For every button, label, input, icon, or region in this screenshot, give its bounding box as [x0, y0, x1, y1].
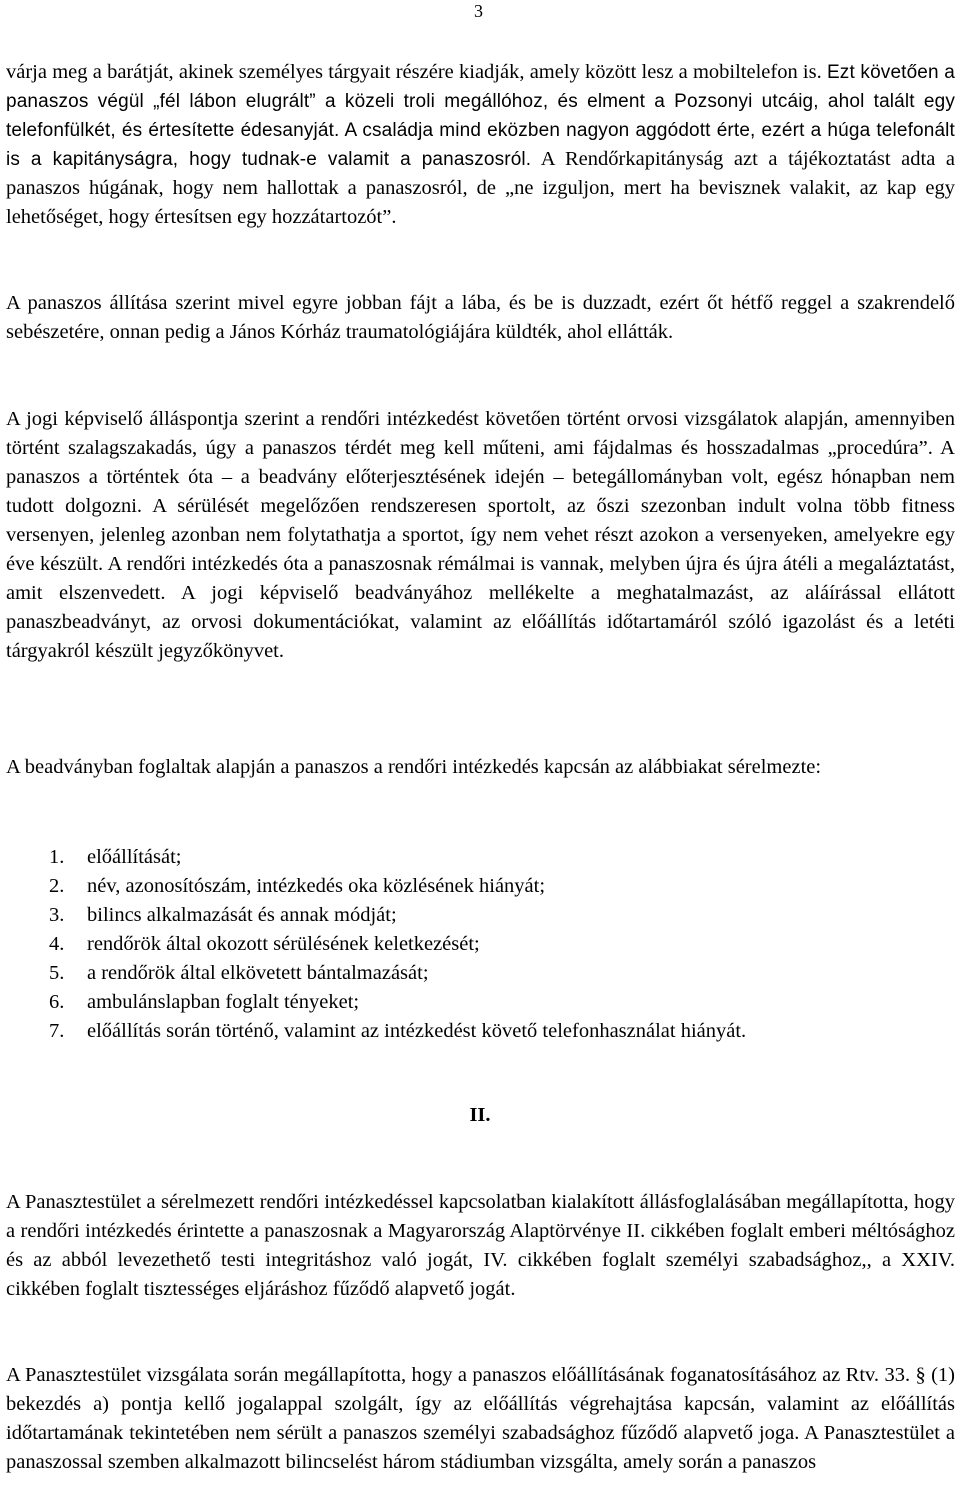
list-item-number: 1. [49, 846, 65, 868]
section-heading: II. [469, 1104, 491, 1126]
paragraph-panel-findings: A Panasztestület a sérelmezett rendőri intézkedéssel kapcsolatban kialakított állásfoglalásában megállapította, hogy a rendőri intézkedés érintette a panaszosnak a Magyarország Alaptörvénye II. cikkében foglalt emberi méltósághoz és az abból levezethető testi integritáshoz való jogát, IV. cikkében foglalt személyi szabadsághoz,, a XXIV. cikkében foglalt tisztességes eljáráshoz fűződő alapvető jogát. [6, 1191, 955, 1300]
list-item [0, 901, 960, 930]
list-item [0, 1017, 960, 1046]
list-item-text: név, azonosítószám, intézkedés oka közlésének hiányát; [87, 875, 546, 897]
list-item-text: a rendőrök által elkövetett bántalmazását; [87, 962, 429, 984]
paragraph-arrest-aftermath [6, 58, 955, 232]
list-item-number: 6. [49, 991, 65, 1013]
list-item-number: 4. [49, 933, 65, 955]
paragraph-text: várja meg a barátját, akinek személyes tárgyait részére kiadják, amely között lesz a mobiltelefon is. [6, 61, 822, 83]
paragraph-text: A Rendőrkapitányság azt a tájékoztatást adta a panaszos húgának, hogy nem hallottak a panaszosról, de „ne izguljon, mert ha bevisznek valakit, az kap egy lehetőséget, hogy értesítsen egy hozzátartozót”. [6, 148, 955, 228]
list-item [0, 959, 960, 988]
list-item-text: előállítását; [87, 846, 182, 868]
list-item [0, 872, 960, 901]
list-item-number: 2. [49, 875, 65, 897]
list-item-text: rendőrök által okozott sérülésének keletkezését; [87, 933, 480, 955]
paragraph-legal-representative: A jogi képviselő álláspontja szerint a rendőri intézkedést követően történt orvosi vizsgálatok alapján, amennyiben történt szalagszakadás, úgy a panaszos térdét meg kell műteni, ami fájdalmas és hosszadalmas „procedúra”. A panaszos a történtek óta – a beadvány előterjesztésének idején – betegállományban volt, egész hónapban nem tudott dolgozni. A sérülését megelőzően rendszeresen sportolt, az őszi szezonban indult volna több fitness versenyen, jelenleg azonban nem folytathatja a sportot, így nem vehet részt azokon a versenyeken, amelyekre egy éve készült. A rendőri intézkedés óta a panaszosnak rémálmai is vannak, melyben újra és újra átéli a megaláztatást, amit elszenvedett. A jogi képviselő beadványához mellékelte a meghatalmazást, az aláírással ellátott panaszbeadványt, az orvosi dokumentációkat, valamint az előállítás időtartamáról szóló igazolást és a letéti tárgyakról készült jegyzőkönyvet. [6, 408, 955, 662]
paragraph-panel-investigation: A Panasztestület vizsgálata során megállapította, hogy a panaszos előállításának foganatosításához az Rtv. 33. § (1) bekezdés a) pontja kellő jogalappal szolgált, így az előállítás végrehajtása kapcsán, valamint az előállítás időtartamának tekintetében nem sérült a panaszos személyi szabadsághoz fűződő alapvető joga. A Panasztestület a panaszossal szemben alkalmazott bilincselést három stádiumban vizsgálta, amely során a panaszos [6, 1364, 955, 1473]
complaints-list [0, 843, 960, 1046]
list-item-number: 7. [49, 1020, 65, 1042]
list-item-number: 3. [49, 904, 65, 926]
list-item-text: bilincs alkalmazását és annak módját; [87, 904, 397, 926]
list-item-number: 5. [49, 962, 65, 984]
list-item [0, 930, 960, 959]
paragraph-injury-treatment: A panaszos állítása szerint mivel egyre jobban fájt a lába, és be is duzzadt, ezért őt hétfő reggel a szakrendelő sebészetére, onnan pedig a János Kórház traumatológiájára küldték, ahol ellátták. [6, 292, 955, 343]
list-item-text: előállítás során történő, valamint az intézkedést követő telefonhasználat hiányát. [87, 1020, 747, 1042]
list-item-text: ambulánslapban foglalt tényeket; [87, 991, 360, 1013]
paragraph-complaints-intro: A beadványban foglaltak alapján a panaszos a rendőri intézkedés kapcsán az alábbiakat sérelmezte: [6, 756, 822, 778]
page-number: 3 [474, 1, 483, 21]
list-item [0, 843, 960, 872]
paragraph-text: Ezt követően a panaszos végül „fél lábon elugrált” a közeli troli megállóhoz, és elment a Pozsonyi utcáig, ahol talált egy telefonfülkét, és értesítette édesanyját. A családja mind eközben nagyon aggódott érte, ezért a húga telefonált is a kapitányságra, hogy tudnak-e valamit a panaszosról. [6, 62, 955, 170]
list-item [0, 988, 960, 1017]
